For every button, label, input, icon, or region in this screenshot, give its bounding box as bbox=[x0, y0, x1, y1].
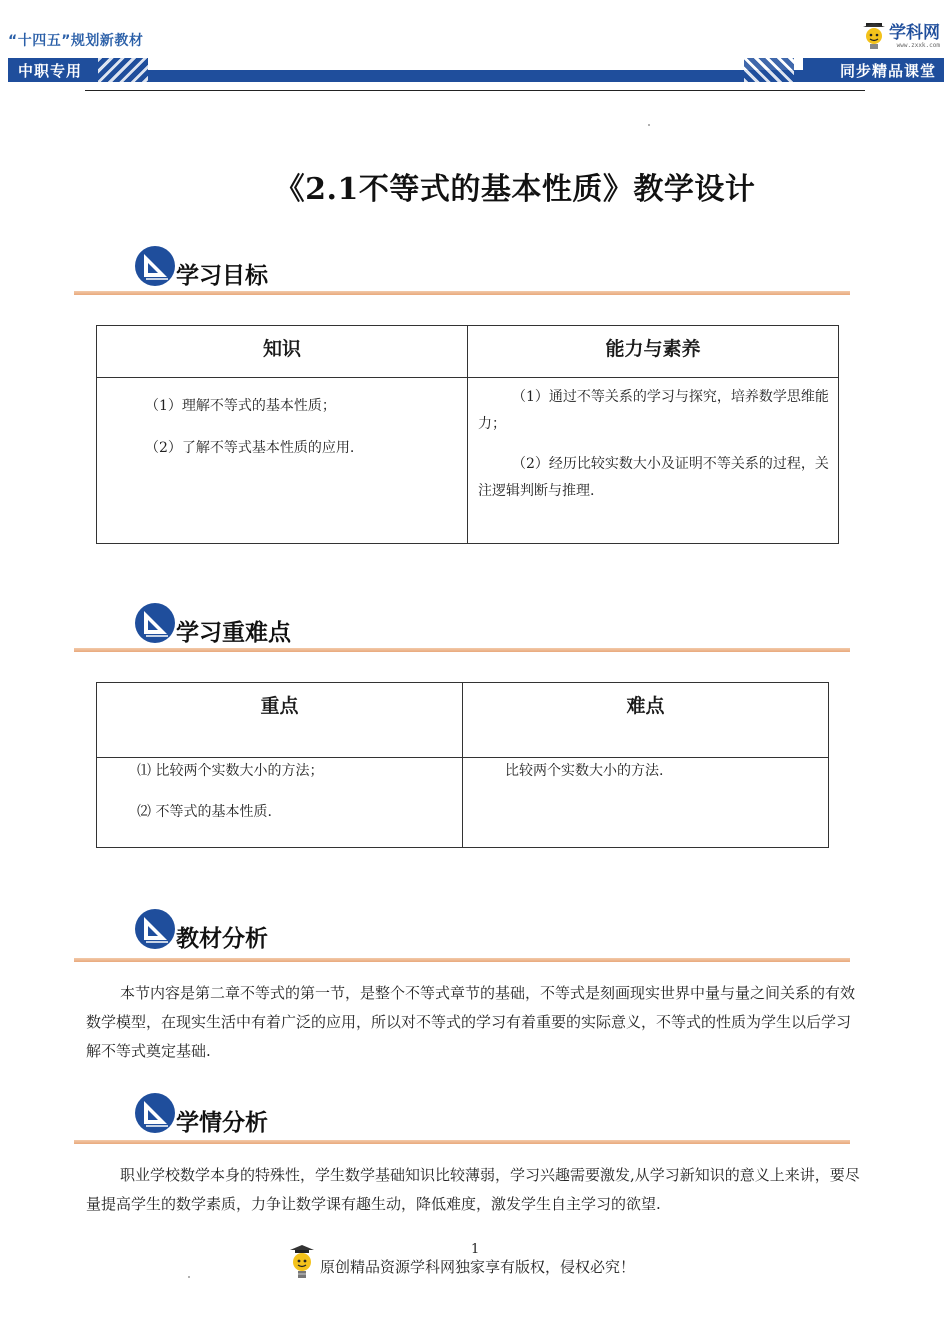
section-students-heading bbox=[134, 1092, 854, 1138]
header-left-label: 中职专用 bbox=[18, 62, 83, 80]
section-rule bbox=[74, 648, 850, 652]
table-header: 重点 bbox=[97, 683, 463, 758]
knowledge-item: （2）了解不等式基本性质的应用. bbox=[145, 440, 355, 456]
header-tag: “十四五”规划新教材 bbox=[8, 33, 144, 49]
ability-item: （1）通过不等关系的学习与探究，培养数学思维能力； bbox=[478, 389, 829, 432]
difficult-item: 比较两个实数大小的方法. bbox=[505, 763, 664, 779]
section-rule bbox=[74, 291, 850, 295]
copyright-notice: 原创精品资源学科网独家享有版权，侵权必究！ bbox=[320, 1257, 636, 1276]
header-right-label: 同步精品课堂 bbox=[839, 62, 936, 80]
difficult-cell bbox=[463, 758, 829, 848]
lightbulb-icon bbox=[863, 22, 885, 50]
footer bbox=[288, 1244, 635, 1282]
key-cell bbox=[97, 758, 463, 848]
section-title: 学习重难点 bbox=[176, 620, 291, 646]
ability-item: （2）经历比较实数大小及证明不等关系的过程，关注逻辑判断与推理. bbox=[478, 456, 829, 499]
section-goals-heading bbox=[134, 245, 854, 291]
knowledge-cell bbox=[97, 378, 468, 544]
section-title: 学习目标 bbox=[176, 263, 268, 289]
stripe-decoration-right bbox=[744, 58, 794, 82]
keypoints-table bbox=[96, 682, 829, 848]
key-item: ⑵ 不等式的基本性质. bbox=[137, 803, 272, 820]
stripe-decoration-left bbox=[98, 58, 148, 82]
set-square-icon bbox=[134, 602, 176, 644]
set-square-icon bbox=[134, 245, 176, 287]
section-title: 学情分析 bbox=[176, 1110, 268, 1136]
lightbulb-mascot-icon bbox=[288, 1244, 316, 1282]
key-item: ⑴ 比较两个实数大小的方法； bbox=[137, 763, 324, 779]
table-header: 难点 bbox=[463, 683, 829, 758]
section-textbook-heading bbox=[134, 908, 854, 954]
goals-table bbox=[96, 325, 839, 544]
section-keypoints-heading bbox=[134, 602, 854, 648]
page-number: 1 bbox=[471, 1242, 480, 1257]
knowledge-item: （1）理解不等式的基本性质； bbox=[145, 398, 336, 414]
ability-cell bbox=[468, 378, 839, 544]
set-square-icon bbox=[134, 1092, 176, 1134]
logo-url: www.zxxk.com bbox=[896, 42, 940, 49]
table-header: 能力与素养 bbox=[468, 326, 839, 378]
header-bar bbox=[8, 58, 944, 82]
logo-text: 学科网 bbox=[889, 23, 940, 43]
students-paragraph: 职业学校数学本身的特殊性，学生数学基础知识比较薄弱，学习兴趣需要激发,从学习新知识的意义上来讲，要尽量提高学生的数学素质，力争让数学课有趣生动，降低难度，激发学生自主学习的欲望. bbox=[86, 1166, 860, 1213]
table-header: 知识 bbox=[97, 326, 468, 378]
set-square-icon bbox=[134, 908, 176, 950]
page-title: 《2.1不等式的基本性质》教学设计 bbox=[274, 172, 756, 207]
section-rule bbox=[74, 958, 850, 962]
section-title: 教材分析 bbox=[176, 926, 268, 952]
textbook-paragraph: 本节内容是第二章不等式的第一节，是整个不等式章节的基础，不等式是刻画现实世界中量与量之间关系的有效数学模型，在现实生活中有着广泛的应用，所以对不等式的学习有着重要的实际意义，不等式的性质为学生以后学习解不等式奠定基础. bbox=[86, 984, 856, 1060]
header-divider bbox=[85, 90, 865, 91]
section-rule bbox=[74, 1140, 850, 1144]
xueke-logo bbox=[863, 20, 940, 52]
